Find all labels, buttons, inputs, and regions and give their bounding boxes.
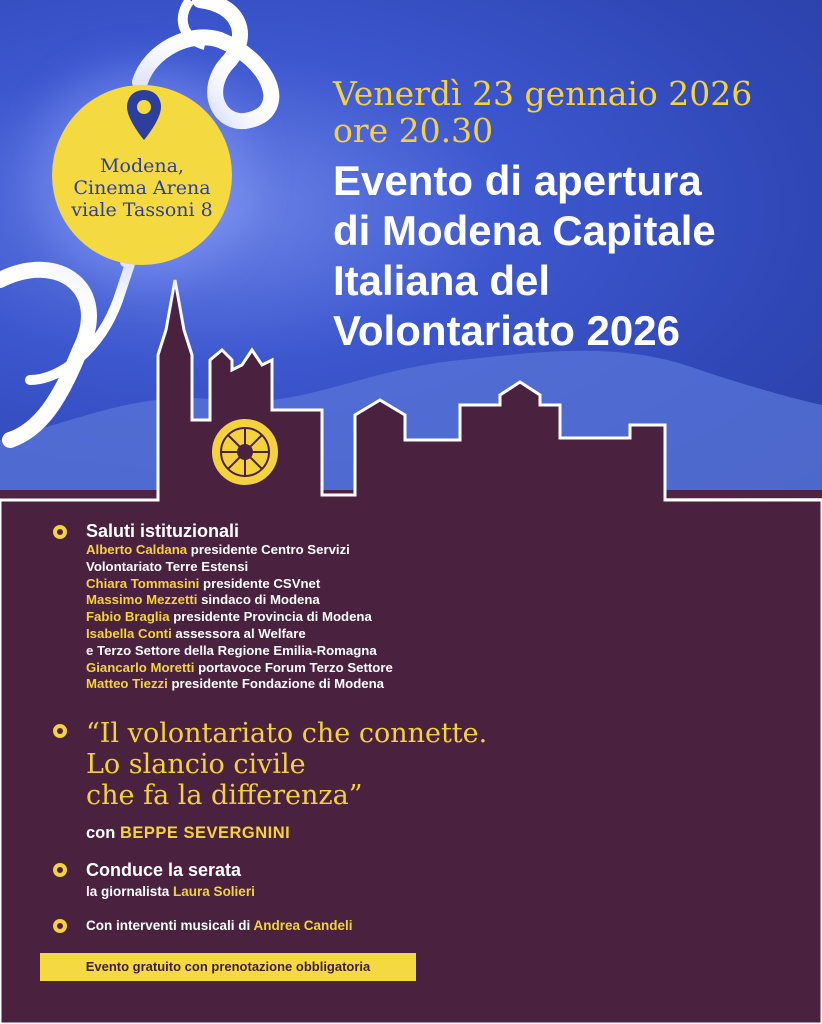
musician-name: Andrea Candeli: [253, 918, 353, 933]
person-name: Chiara Tommasini: [86, 575, 200, 591]
free-event-banner: Evento gratuito con prenotazione obbligatoria: [40, 953, 416, 981]
list-item: [86, 643, 466, 660]
list-item: [86, 676, 466, 693]
location-line: Cinema Arena: [73, 177, 211, 199]
person-name: Fabio Braglia: [86, 609, 170, 625]
person-role: assessora al Welfare: [175, 625, 306, 641]
music-prefix: Con interventi musicali di: [86, 918, 251, 933]
person-role: presidente Provincia di Modena: [173, 609, 372, 625]
person-role: Volontariato Terre Estensi: [86, 558, 249, 574]
sun-bullet-icon: [52, 862, 68, 878]
event-location: [57, 155, 227, 221]
person-role: presidente Fondazione di Modena: [171, 676, 384, 692]
quote-line: “Il volontariato che connette.: [86, 718, 488, 749]
person-name: Matteo Tiezzi: [86, 676, 168, 692]
person-name: Alberto Caldana: [86, 542, 188, 557]
person-role: presidente CSVnet: [203, 575, 321, 591]
host-name: Laura Solieri: [173, 884, 255, 899]
quote-line: che fa la differenza”: [86, 780, 363, 811]
person-role: sindaco di Modena: [201, 592, 320, 608]
list-item: [86, 592, 466, 609]
person-name: Isabella Conti: [86, 625, 172, 641]
list-item: [86, 626, 466, 643]
location-pin-icon: [125, 88, 163, 142]
music-line: [86, 918, 353, 933]
talk-speaker: [86, 824, 290, 843]
list-item: [86, 542, 466, 559]
speaker-name: BEPPE SEVERGNINI: [119, 824, 291, 842]
person-role: portavoce Forum Terzo Settore: [198, 659, 393, 675]
list-item: [86, 609, 466, 626]
sun-bullet-icon: [52, 918, 68, 934]
host-line: [86, 884, 255, 899]
title-line: Evento di apertura: [333, 157, 702, 204]
location-line: Modena,: [100, 155, 184, 177]
event-title: [333, 156, 803, 356]
sun-bullet-icon: [52, 524, 68, 540]
person-role: presidente Centro Servizi: [190, 542, 350, 557]
host-heading: Conduce la serata: [86, 860, 242, 880]
greetings-heading: Saluti istituzionali: [86, 521, 240, 541]
event-date: Venerdì 23 gennaio 2026: [333, 74, 753, 113]
title-line: di Modena Capitale: [333, 207, 716, 254]
person-name: Massimo Mezzetti: [86, 592, 198, 608]
greetings-list: [86, 542, 466, 693]
title-line: Volontariato 2026: [333, 307, 680, 354]
list-item: [86, 559, 466, 576]
quote-line: Lo slancio civile: [86, 749, 306, 780]
title-line: Italiana del: [333, 257, 551, 304]
location-line: viale Tassoni 8: [71, 199, 213, 221]
person-name: Giancarlo Moretti: [86, 659, 195, 675]
with-label: con: [86, 824, 116, 842]
sun-bullet-icon: [52, 723, 68, 739]
list-item: [86, 576, 466, 593]
list-item: [86, 660, 466, 677]
person-role: e Terzo Settore della Regione Emilia-Romagna: [86, 642, 377, 658]
talk-title: [86, 718, 487, 811]
event-time: ore 20.30: [333, 111, 494, 150]
host-prefix: la giornalista: [86, 884, 170, 899]
